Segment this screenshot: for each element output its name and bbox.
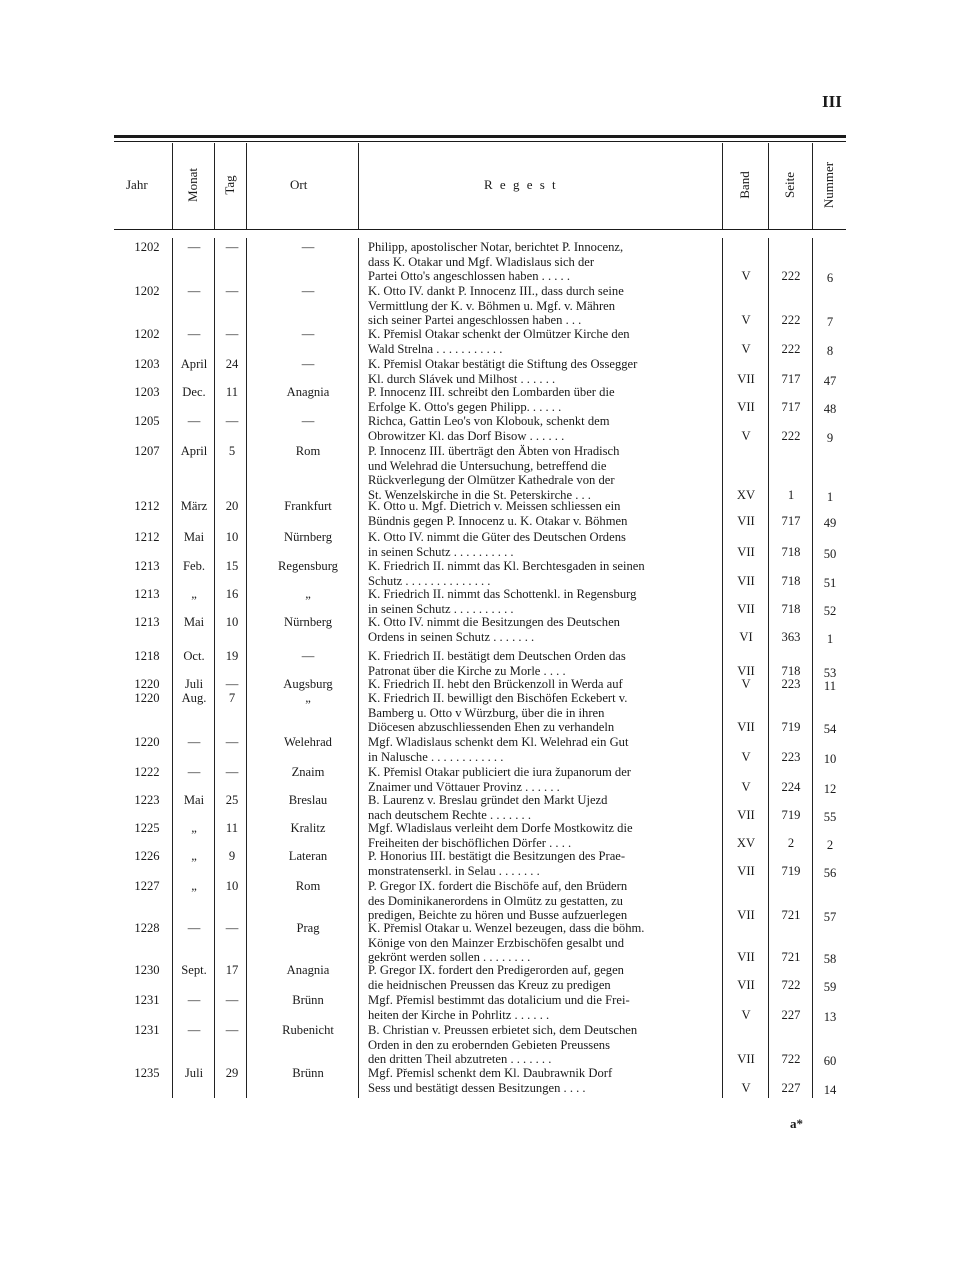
col-divider bbox=[214, 238, 215, 1098]
volume-cell: VII bbox=[737, 371, 755, 386]
number-cell: 49 bbox=[823, 515, 837, 530]
regest-line: B. Christian v. Preussen erbietet sich, dem Deutschen bbox=[368, 1023, 638, 1037]
month-cell: Oct. bbox=[183, 649, 205, 663]
number-cell: 1 bbox=[826, 489, 834, 504]
year-cell: 1205 bbox=[134, 414, 160, 428]
place-cell: Welehrad bbox=[284, 735, 332, 749]
page-cell: 363 bbox=[781, 629, 801, 644]
regest-line: K. Otto IV. nimmt die Güter des Deutschen Ordens bbox=[368, 530, 626, 544]
page-cell: 721 bbox=[781, 908, 801, 923]
regest-cell bbox=[368, 1023, 718, 1067]
regest-cell bbox=[368, 240, 718, 284]
volume-cell: VII bbox=[737, 513, 755, 528]
day-cell: 11 bbox=[225, 821, 239, 835]
page-cell: 719 bbox=[781, 863, 801, 878]
place-cell: Breslau bbox=[288, 793, 328, 807]
regest-line: Sess und bestätigt dessen Besitzungen . . . . bbox=[368, 1080, 586, 1095]
regest-cell bbox=[368, 921, 718, 965]
place-cell: Nürnberg bbox=[283, 615, 333, 629]
place-cell: Nürnberg bbox=[283, 530, 333, 544]
header-bottom-rule bbox=[114, 229, 846, 230]
regest-line: Mgf. Wladislaus schenkt dem Kl. Welehrad ein Gut bbox=[368, 735, 629, 749]
number-cell: 1 bbox=[826, 631, 834, 646]
day-cell: 9 bbox=[228, 849, 236, 863]
header-jahr: Jahr bbox=[126, 177, 148, 192]
number-cell: 56 bbox=[823, 865, 837, 880]
regest-line: K. Přemisl Otakar publiciert die iura županorum der bbox=[368, 765, 631, 779]
place-cell: Brünn bbox=[292, 993, 324, 1007]
col-divider bbox=[722, 238, 723, 1098]
month-cell: — bbox=[187, 921, 201, 935]
month-cell: April bbox=[180, 357, 208, 371]
page-cell: 223 bbox=[781, 749, 801, 764]
year-cell: 1222 bbox=[134, 765, 160, 779]
year-cell: 1220 bbox=[134, 735, 160, 749]
regest-line: K. Otto IV. nimmt die Besitzungen des Deutschen bbox=[368, 615, 620, 629]
year-cell: 1231 bbox=[134, 993, 160, 1007]
number-cell: 54 bbox=[823, 722, 837, 737]
number-cell: 10 bbox=[823, 751, 837, 766]
page-cell: 721 bbox=[781, 950, 801, 965]
year-cell: 1212 bbox=[134, 499, 160, 513]
day-cell: 10 bbox=[225, 530, 239, 544]
month-cell: Mai bbox=[183, 615, 205, 629]
page-cell: 719 bbox=[781, 807, 801, 822]
number-cell: 52 bbox=[823, 603, 837, 618]
regest-line: Erfolge K. Otto's gegen Philipp. . . . . . bbox=[368, 399, 562, 414]
regest-cell bbox=[368, 735, 718, 764]
col-divider bbox=[722, 143, 723, 229]
day-cell: — bbox=[225, 284, 239, 298]
day-cell: 5 bbox=[228, 444, 236, 458]
month-cell: Aug. bbox=[181, 691, 207, 705]
month-cell: „ bbox=[191, 849, 197, 863]
page-cell: 2 bbox=[787, 835, 795, 850]
regest-cell bbox=[368, 559, 718, 588]
place-cell: — bbox=[301, 284, 315, 298]
number-cell: 50 bbox=[823, 546, 837, 561]
regest-line: K. Přemisl Otakar schenkt der Olmützer Kirche den bbox=[368, 327, 630, 341]
header-ort: Ort bbox=[290, 177, 308, 192]
regest-cell bbox=[368, 691, 718, 735]
col-divider bbox=[812, 238, 813, 1098]
day-cell: 19 bbox=[225, 649, 239, 663]
volume-cell: V bbox=[741, 677, 751, 691]
day-cell: 10 bbox=[225, 879, 239, 893]
regest-cell bbox=[368, 444, 718, 502]
day-cell: — bbox=[225, 921, 239, 935]
place-cell: — bbox=[301, 414, 315, 428]
day-cell: — bbox=[225, 327, 239, 341]
regest-line: Znaimer und Vöttauer Provinz . . . . . . bbox=[368, 779, 560, 794]
regest-line: Mgf. Přemisl schenkt dem Kl. Daubrawnik Dorf bbox=[368, 1066, 613, 1080]
regest-line: Partei Otto's angeschlossen haben . . . . . bbox=[368, 269, 570, 284]
regest-line: Freiheiten der bischöflichen Dörfer . . . . bbox=[368, 835, 572, 850]
place-cell: Rom bbox=[295, 444, 321, 458]
number-cell: 48 bbox=[823, 401, 837, 416]
regest-line: dass K. Otakar und Mgf. Wladislaus sich der bbox=[368, 254, 595, 269]
month-cell: Juli bbox=[184, 1066, 204, 1080]
place-cell: — bbox=[301, 649, 315, 663]
volume-cell: VII bbox=[737, 950, 755, 965]
number-cell: 12 bbox=[823, 781, 837, 796]
number-cell: 53 bbox=[823, 665, 837, 680]
regest-line: Rückverlegung der Olmützer Kathedrale von der bbox=[368, 473, 615, 488]
place-cell: Frankfurt bbox=[284, 499, 332, 513]
regest-line: Vermittlung der K. v. Böhmen u. Mgf. v. Mähren bbox=[368, 298, 616, 313]
month-cell: — bbox=[187, 414, 201, 428]
page-cell: 722 bbox=[781, 977, 801, 992]
place-cell: Rom bbox=[295, 879, 321, 893]
regest-cell bbox=[368, 821, 718, 850]
day-cell: 20 bbox=[225, 499, 239, 513]
regest-line: predigen, Beichte zu hören und Busse aufzuerlegen bbox=[368, 908, 628, 923]
regest-line: Richca, Gattin Leo's von Klobouk, schenkt dem bbox=[368, 414, 610, 428]
year-cell: 1226 bbox=[134, 849, 160, 863]
day-cell: 17 bbox=[225, 963, 239, 977]
month-cell: — bbox=[187, 765, 201, 779]
month-cell: Feb. bbox=[182, 559, 206, 573]
volume-cell: VII bbox=[737, 573, 755, 588]
volume-cell: VII bbox=[737, 544, 755, 559]
number-cell: 58 bbox=[823, 952, 837, 967]
regest-line: nach deutschem Rechte . . . . . . . bbox=[368, 807, 531, 822]
col-divider bbox=[172, 238, 173, 1098]
place-cell: Kralitz bbox=[290, 821, 326, 835]
regest-line: K. Otto u. Mgf. Dietrich v. Meissen schliessen ein bbox=[368, 499, 621, 513]
year-cell: 1213 bbox=[134, 587, 160, 601]
regest-cell bbox=[368, 1066, 718, 1095]
header-tag: Tag bbox=[222, 175, 237, 195]
regest-line: Patronat über die Kirche zu Morle . . . . bbox=[368, 663, 566, 678]
page-cell: 718 bbox=[781, 544, 801, 559]
header-regest: R e g e s t bbox=[484, 177, 558, 192]
day-cell: 29 bbox=[225, 1066, 239, 1080]
place-cell: Anagnia bbox=[286, 385, 330, 399]
page-cell: 223 bbox=[781, 677, 801, 691]
year-cell: 1207 bbox=[134, 444, 160, 458]
regest-cell bbox=[368, 327, 718, 356]
place-cell: Augsburg bbox=[283, 677, 333, 691]
day-cell: — bbox=[225, 677, 239, 691]
volume-cell: V bbox=[741, 779, 751, 794]
volume-cell: VII bbox=[737, 601, 755, 616]
col-divider bbox=[768, 238, 769, 1098]
number-cell: 6 bbox=[826, 271, 834, 286]
volume-cell: V bbox=[741, 749, 751, 764]
regest-line: P. Gregor IX. fordert die Bischöfe auf, den Brüdern bbox=[368, 879, 628, 893]
page-cell: 718 bbox=[781, 601, 801, 616]
day-cell: — bbox=[225, 735, 239, 749]
regest-cell bbox=[368, 284, 718, 328]
place-cell: Brünn bbox=[292, 1066, 324, 1080]
regest-line: K. Přemisl Otakar bestätigt die Stiftung des Ossegger bbox=[368, 357, 638, 371]
page-cell: 717 bbox=[781, 513, 801, 528]
day-cell: — bbox=[225, 765, 239, 779]
volume-cell: XV bbox=[736, 835, 756, 850]
day-cell: 16 bbox=[225, 587, 239, 601]
day-cell: — bbox=[225, 1023, 239, 1037]
col-divider bbox=[246, 143, 247, 229]
col-divider bbox=[246, 238, 247, 1098]
volume-cell: VII bbox=[737, 863, 755, 878]
regest-line: in seinen Schutz . . . . . . . . . . bbox=[368, 601, 514, 616]
day-cell: 15 bbox=[225, 559, 239, 573]
place-cell: Prag bbox=[296, 921, 320, 935]
month-cell: — bbox=[187, 284, 201, 298]
number-cell: 13 bbox=[823, 1009, 837, 1024]
volume-cell: VII bbox=[737, 399, 755, 414]
place-cell: — bbox=[301, 357, 315, 371]
col-divider bbox=[358, 238, 359, 1098]
month-cell: Mai bbox=[183, 530, 205, 544]
page-cell: 224 bbox=[781, 779, 801, 794]
regest-line: des Dominikanerordens in Olmütz zu gestatten, zu bbox=[368, 893, 623, 908]
regest-line: Obrowitzer Kl. das Dorf Bisow . . . . . . bbox=[368, 428, 565, 443]
day-cell: 11 bbox=[225, 385, 239, 399]
year-cell: 1230 bbox=[134, 963, 160, 977]
month-cell: Sept. bbox=[181, 963, 207, 977]
volume-cell: VII bbox=[737, 1052, 755, 1067]
year-cell: 1228 bbox=[134, 921, 160, 935]
regest-line: Orden in den zu erobernden Gebieten Preussens bbox=[368, 1037, 610, 1052]
month-cell: — bbox=[187, 327, 201, 341]
month-cell: März bbox=[180, 499, 208, 513]
regest-line: Wald Strelna . . . . . . . . . . . bbox=[368, 341, 503, 356]
place-cell: — bbox=[301, 240, 315, 254]
place-cell: „ bbox=[305, 691, 311, 705]
volume-cell: V bbox=[741, 269, 751, 284]
year-cell: 1212 bbox=[134, 530, 160, 544]
place-cell: — bbox=[301, 327, 315, 341]
header-band: Band bbox=[737, 171, 752, 199]
regest-line: K. Friedrich II. bewilligt den Bischöfen Eckebert v. bbox=[368, 691, 628, 705]
col-divider bbox=[768, 143, 769, 229]
day-cell: — bbox=[225, 414, 239, 428]
regest-line: B. Laurenz v. Breslau gründet den Markt Ujezd bbox=[368, 793, 608, 807]
col-divider bbox=[812, 143, 813, 229]
number-cell: 55 bbox=[823, 809, 837, 824]
year-cell: 1227 bbox=[134, 879, 160, 893]
header-top-rule bbox=[114, 135, 846, 138]
signature-mark: a* bbox=[790, 1116, 803, 1131]
regest-cell bbox=[368, 385, 718, 414]
regest-cell bbox=[368, 849, 718, 878]
month-cell: „ bbox=[191, 587, 197, 601]
regest-cell bbox=[368, 615, 718, 644]
year-cell: 1220 bbox=[134, 677, 160, 691]
regest-line: P. Honorius III. bestätigt die Besitzungen des Prae- bbox=[368, 849, 626, 863]
place-cell: Rubenicht bbox=[282, 1023, 334, 1037]
page-cell: 222 bbox=[781, 428, 801, 443]
volume-cell: VI bbox=[739, 629, 753, 644]
header-nummer: Nummer bbox=[821, 161, 836, 209]
regest-line: Diöcesen abzuschliessenden Ehen zu verhandeln bbox=[368, 720, 615, 735]
month-cell: — bbox=[187, 240, 201, 254]
col-divider bbox=[172, 143, 173, 229]
page-cell: 717 bbox=[781, 371, 801, 386]
page-cell: 1 bbox=[787, 487, 795, 502]
day-cell: 10 bbox=[225, 615, 239, 629]
regest-line: K. Přemisl Otakar u. Wenzel bezeugen, dass die böhm. bbox=[368, 921, 645, 935]
number-cell: 57 bbox=[823, 910, 837, 925]
regest-cell bbox=[368, 499, 718, 528]
year-cell: 1225 bbox=[134, 821, 160, 835]
number-cell: 7 bbox=[826, 315, 834, 330]
header-top-rule-thin bbox=[114, 141, 846, 142]
regest-line: und Welehrad die Untersuchung, betreffend die bbox=[368, 458, 607, 473]
regest-line: gekrönt werden sollen . . . . . . . . bbox=[368, 950, 531, 965]
header-seite: Seite bbox=[782, 172, 797, 198]
page-cell: 222 bbox=[781, 341, 801, 356]
volume-cell: V bbox=[741, 1080, 751, 1095]
place-cell: Anagnia bbox=[286, 963, 330, 977]
page-cell: 717 bbox=[781, 399, 801, 414]
month-cell: „ bbox=[191, 821, 197, 835]
year-cell: 1202 bbox=[134, 327, 160, 341]
header-monat: Monat bbox=[185, 168, 200, 202]
regest-line: K. Friedrich II. nimmt das Schottenkl. in Regensburg bbox=[368, 587, 637, 601]
regest-line: K. Friedrich II. nimmt das Kl. Berchtesgaden in seinen bbox=[368, 559, 645, 573]
day-cell: — bbox=[225, 240, 239, 254]
month-cell: April bbox=[180, 444, 208, 458]
month-cell: Mai bbox=[183, 793, 205, 807]
regest-line: P. Innocenz III. schreibt den Lombarden über die bbox=[368, 385, 615, 399]
regest-line: heiten der Kirche in Pohrlitz . . . . . . bbox=[368, 1007, 550, 1022]
month-cell: Juli bbox=[184, 677, 204, 691]
volume-cell: VII bbox=[737, 663, 755, 678]
regest-line: Philipp, apostolischer Notar, berichtet P. Innocenz, bbox=[368, 240, 624, 254]
regest-line: den dritten Theil abzutreten . . . . . . . bbox=[368, 1052, 552, 1067]
regest-cell bbox=[368, 793, 718, 822]
volume-cell: V bbox=[741, 1007, 751, 1022]
year-cell: 1218 bbox=[134, 649, 160, 663]
volume-cell: VII bbox=[737, 720, 755, 735]
regest-line: P. Gregor IX. fordert den Predigerorden auf, gegen bbox=[368, 963, 624, 977]
volume-cell: V bbox=[741, 313, 751, 328]
page-cell: 227 bbox=[781, 1007, 801, 1022]
number-cell: 8 bbox=[826, 343, 834, 358]
regest-line: Könige von den Mainzer Erzbischöfen gesalbt und bbox=[368, 935, 624, 950]
year-cell: 1220 bbox=[134, 691, 160, 705]
regest-line: Schutz . . . . . . . . . . . . . . bbox=[368, 573, 491, 588]
volume-cell: VII bbox=[737, 977, 755, 992]
number-cell: 51 bbox=[823, 575, 837, 590]
page-cell: 222 bbox=[781, 313, 801, 328]
volume-cell: VII bbox=[737, 908, 755, 923]
year-cell: 1213 bbox=[134, 615, 160, 629]
regest-line: K. Otto IV. dankt P. Innocenz III., dass durch seine bbox=[368, 284, 624, 298]
day-cell: 25 bbox=[225, 793, 239, 807]
regest-line: Mgf. Wladislaus verleiht dem Dorfe Mostkowitz die bbox=[368, 821, 633, 835]
month-cell: — bbox=[187, 735, 201, 749]
regest-line: Bündnis gegen P. Innocenz u. K. Otakar v. Böhmen bbox=[368, 513, 628, 528]
volume-cell: VII bbox=[737, 807, 755, 822]
year-cell: 1213 bbox=[134, 559, 160, 573]
regest-line: P. Innocenz III. überträgt den Äbten von Hradisch bbox=[368, 444, 620, 458]
number-cell: 11 bbox=[823, 679, 837, 693]
page-number: III bbox=[822, 92, 842, 111]
year-cell: 1203 bbox=[134, 385, 160, 399]
regest-cell bbox=[368, 530, 718, 559]
number-cell: 47 bbox=[823, 373, 837, 388]
regest-line: Ordens in seinen Schutz . . . . . . . bbox=[368, 629, 535, 644]
month-cell: „ bbox=[191, 879, 197, 893]
regest-cell bbox=[368, 587, 718, 616]
number-cell: 59 bbox=[823, 979, 837, 994]
page-cell: 222 bbox=[781, 269, 801, 284]
number-cell: 2 bbox=[826, 837, 834, 852]
volume-cell: V bbox=[741, 428, 751, 443]
year-cell: 1202 bbox=[134, 284, 160, 298]
regest-cell bbox=[368, 765, 718, 794]
day-cell: 24 bbox=[225, 357, 239, 371]
regest-cell bbox=[368, 357, 718, 386]
number-cell: 60 bbox=[823, 1054, 837, 1069]
number-cell: 9 bbox=[826, 430, 834, 445]
place-cell: Znaim bbox=[291, 765, 325, 779]
month-cell: — bbox=[187, 993, 201, 1007]
col-divider bbox=[214, 143, 215, 229]
month-cell: Dec. bbox=[182, 385, 206, 399]
regest-line: K. Friedrich II. hebt den Brückenzoll in Werda auf bbox=[368, 677, 623, 691]
place-cell: Regensburg bbox=[278, 559, 338, 573]
number-cell: 14 bbox=[823, 1082, 837, 1097]
page-cell: 718 bbox=[781, 663, 801, 678]
regest-line: K. Friedrich II. bestätigt dem Deutschen Orden das bbox=[368, 649, 626, 663]
day-cell: 7 bbox=[228, 691, 236, 705]
year-cell: 1223 bbox=[134, 793, 160, 807]
col-divider bbox=[358, 143, 359, 229]
page-cell: 719 bbox=[781, 720, 801, 735]
regest-cell bbox=[368, 879, 718, 923]
year-cell: 1235 bbox=[134, 1066, 160, 1080]
page-cell: 227 bbox=[781, 1080, 801, 1095]
place-cell: Lateran bbox=[288, 849, 328, 863]
regest-line: monstratenserkl. in Selau . . . . . . . bbox=[368, 863, 540, 878]
page-cell: 722 bbox=[781, 1052, 801, 1067]
volume-cell: V bbox=[741, 341, 751, 356]
place-cell: „ bbox=[305, 587, 311, 601]
regest-line: Bamberg u. Otto v Würzburg, über die in ihren bbox=[368, 705, 605, 720]
regest-cell bbox=[368, 963, 718, 992]
regest-line: in Nalusche . . . . . . . . . . . . bbox=[368, 749, 504, 764]
year-cell: 1203 bbox=[134, 357, 160, 371]
regest-line: in seinen Schutz . . . . . . . . . . bbox=[368, 544, 514, 559]
regest-cell bbox=[368, 414, 718, 443]
regest-cell bbox=[368, 677, 718, 692]
year-cell: 1231 bbox=[134, 1023, 160, 1037]
regest-cell bbox=[368, 649, 718, 678]
year-cell: 1202 bbox=[134, 240, 160, 254]
regest-line: St. Wenzelskirche in die St. Peterskirche . . . bbox=[368, 487, 591, 502]
page-cell: 718 bbox=[781, 573, 801, 588]
regest-line: die heidnischen Preussen das Kreuz zu predigen bbox=[368, 977, 611, 992]
regest-line: Kl. durch Slávek und Milhost . . . . . . bbox=[368, 371, 556, 386]
month-cell: — bbox=[187, 1023, 201, 1037]
regest-line: Mgf. Přemisl bestimmt das dotalicium und die Frei- bbox=[368, 993, 630, 1007]
regest-line: sich seiner Partei angeschlossen haben . . . bbox=[368, 313, 582, 328]
volume-cell: XV bbox=[736, 487, 756, 502]
day-cell: — bbox=[225, 993, 239, 1007]
regest-cell bbox=[368, 993, 718, 1022]
